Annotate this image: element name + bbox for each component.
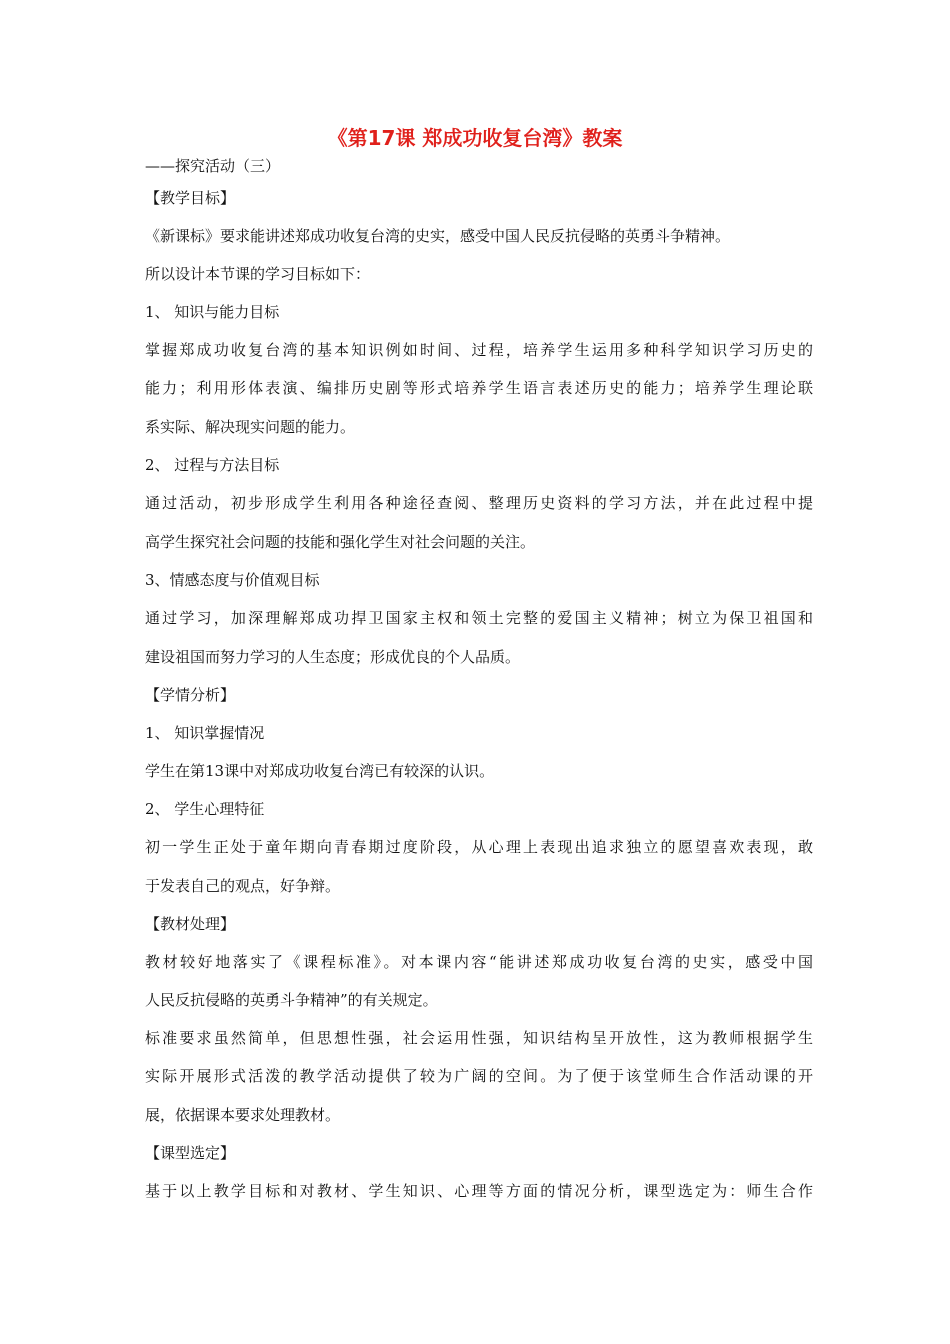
text-line: 建设祖国而努力学习的人生态度；形成优良的个人品质。: [145, 648, 521, 666]
text-line: 学生在第13课中对郑成功收复台湾已有较深的认识。: [145, 762, 495, 780]
text-line: 1、 知识掌握情况: [145, 724, 265, 742]
text-line: ——探究活动（三）: [145, 157, 281, 175]
text-line: 3、情感态度与价值观目标: [145, 571, 320, 589]
text-line: 教材较好地落实了《课程标准》。对本课内容“能讲述郑成功收复台湾的史实，感受中国: [145, 953, 813, 971]
text-line: 标准要求虽然简单，但思想性强，社会运用性强，知识结构呈开放性，这为教师根据学生: [145, 1029, 813, 1047]
text-line: 通过活动，初步形成学生利用各种途径查阅、整理历史资料的学习方法，并在此过程中提: [145, 494, 813, 512]
text-line: 能力；利用形体表演、编排历史剧等形式培养学生语言表述历史的能力；培养学生理论联: [145, 379, 813, 397]
text-line: 掌握郑成功收复台湾的基本知识例如时间、过程，培养学生运用多种科学知识学习历史的: [145, 341, 813, 359]
document-title: 《第17课 郑成功收复台湾》教案: [327, 126, 623, 150]
text-line: 《新课标》要求能讲述郑成功收复台湾的史实，感受中国人民反抗侵略的英勇斗争精神。: [145, 227, 731, 245]
text-line: 2、 过程与方法目标: [145, 456, 280, 474]
text-line: 通过学习，加深理解郑成功捍卫国家主权和领土完整的爱国主义精神；树立为保卫祖国和: [145, 609, 813, 627]
text-line: 2、 学生心理特征: [145, 800, 265, 818]
text-line: 【教学目标】: [145, 189, 236, 207]
text-line: 【课型选定】: [145, 1144, 236, 1162]
text-line: 【教材处理】: [145, 915, 236, 933]
text-line: 展，依据课本要求处理教材。: [145, 1106, 341, 1124]
text-line: 高学生探究社会问题的技能和强化学生对社会问题的关注。: [145, 533, 536, 551]
text-line: 人民反抗侵略的英勇斗争精神”的有关规定。: [145, 991, 438, 1009]
text-line: 于发表自己的观点，好争辩。: [145, 877, 341, 895]
text-line: 初一学生正处于童年期向青春期过度阶段，从心理上表现出追求独立的愿望喜欢表现，敢: [145, 838, 813, 856]
text-line: 基于以上教学目标和对教材、学生知识、心理等方面的情况分析，课型选定为：师生合作: [145, 1182, 813, 1200]
text-line: 实际开展形式活泼的教学活动提供了较为广阔的空间。为了便于该堂师生合作活动课的开: [145, 1067, 813, 1085]
text-line: 所以设计本节课的学习目标如下：: [145, 265, 371, 283]
text-line: 【学情分析】: [145, 686, 236, 704]
text-line: 1、 知识与能力目标: [145, 303, 280, 321]
text-line: 系实际、解决现实问题的能力。: [145, 418, 356, 436]
